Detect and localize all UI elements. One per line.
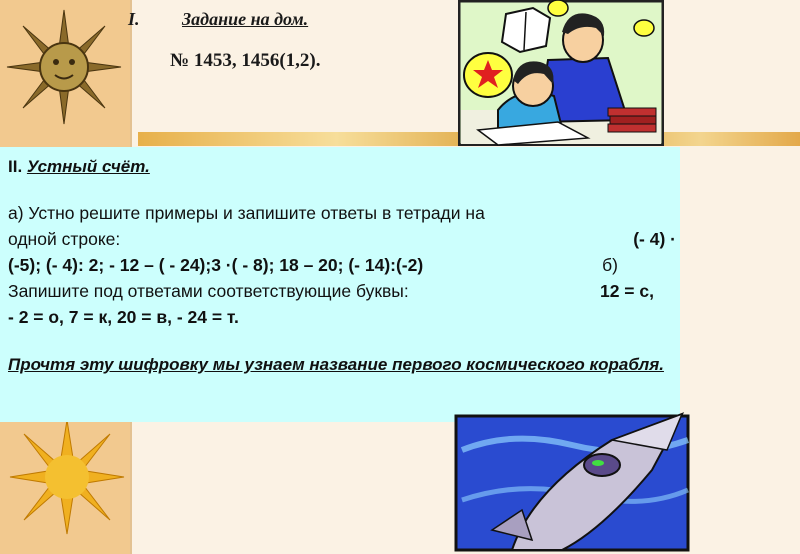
- sun-icon-bottom: [8, 418, 126, 536]
- exercise-line-right: б): [602, 255, 618, 275]
- exercise-line: - 2 = о, 7 = к, 20 = в, - 24 = т.: [8, 307, 239, 327]
- oral-counting-panel: [0, 147, 680, 422]
- panel-heading-title: Устный счёт.: [26, 157, 150, 176]
- exercise-line: [8, 226, 676, 252]
- exercise-line: [8, 278, 676, 304]
- section-number: I.: [128, 9, 140, 29]
- panel-heading-number: II.: [8, 157, 23, 176]
- exercise-line: а) Устно решите примеры и запишите ответы в тетради на: [8, 203, 485, 223]
- exercise-text: [8, 200, 676, 330]
- exercise-line: [8, 252, 676, 278]
- study-clipart-image: [458, 0, 664, 146]
- exercise-line-left: Запишите под ответами соответствующие буквы:: [8, 281, 409, 301]
- exercise-line-left: одной строке:: [8, 229, 121, 249]
- exercise-line-left: (-5); (- 4): 2; - 12 – ( - 24);3 ·( - 8); 18 – 20; (- 14):(-2): [8, 255, 424, 275]
- exercise-line-right: (- 4) ·: [633, 229, 676, 249]
- sun-icon: [5, 8, 123, 126]
- panel-heading: [8, 157, 150, 177]
- rocket-clipart-image: [452, 410, 696, 552]
- exercise-line-right: 12 = с,: [599, 281, 654, 301]
- homework-tasks: № 1453, 1456(1,2).: [170, 50, 321, 71]
- conclusion-text: Прочтя эту шифровку мы узнаем название первого космического корабля.: [8, 355, 664, 374]
- section-title: Задание на дом.: [182, 9, 309, 29]
